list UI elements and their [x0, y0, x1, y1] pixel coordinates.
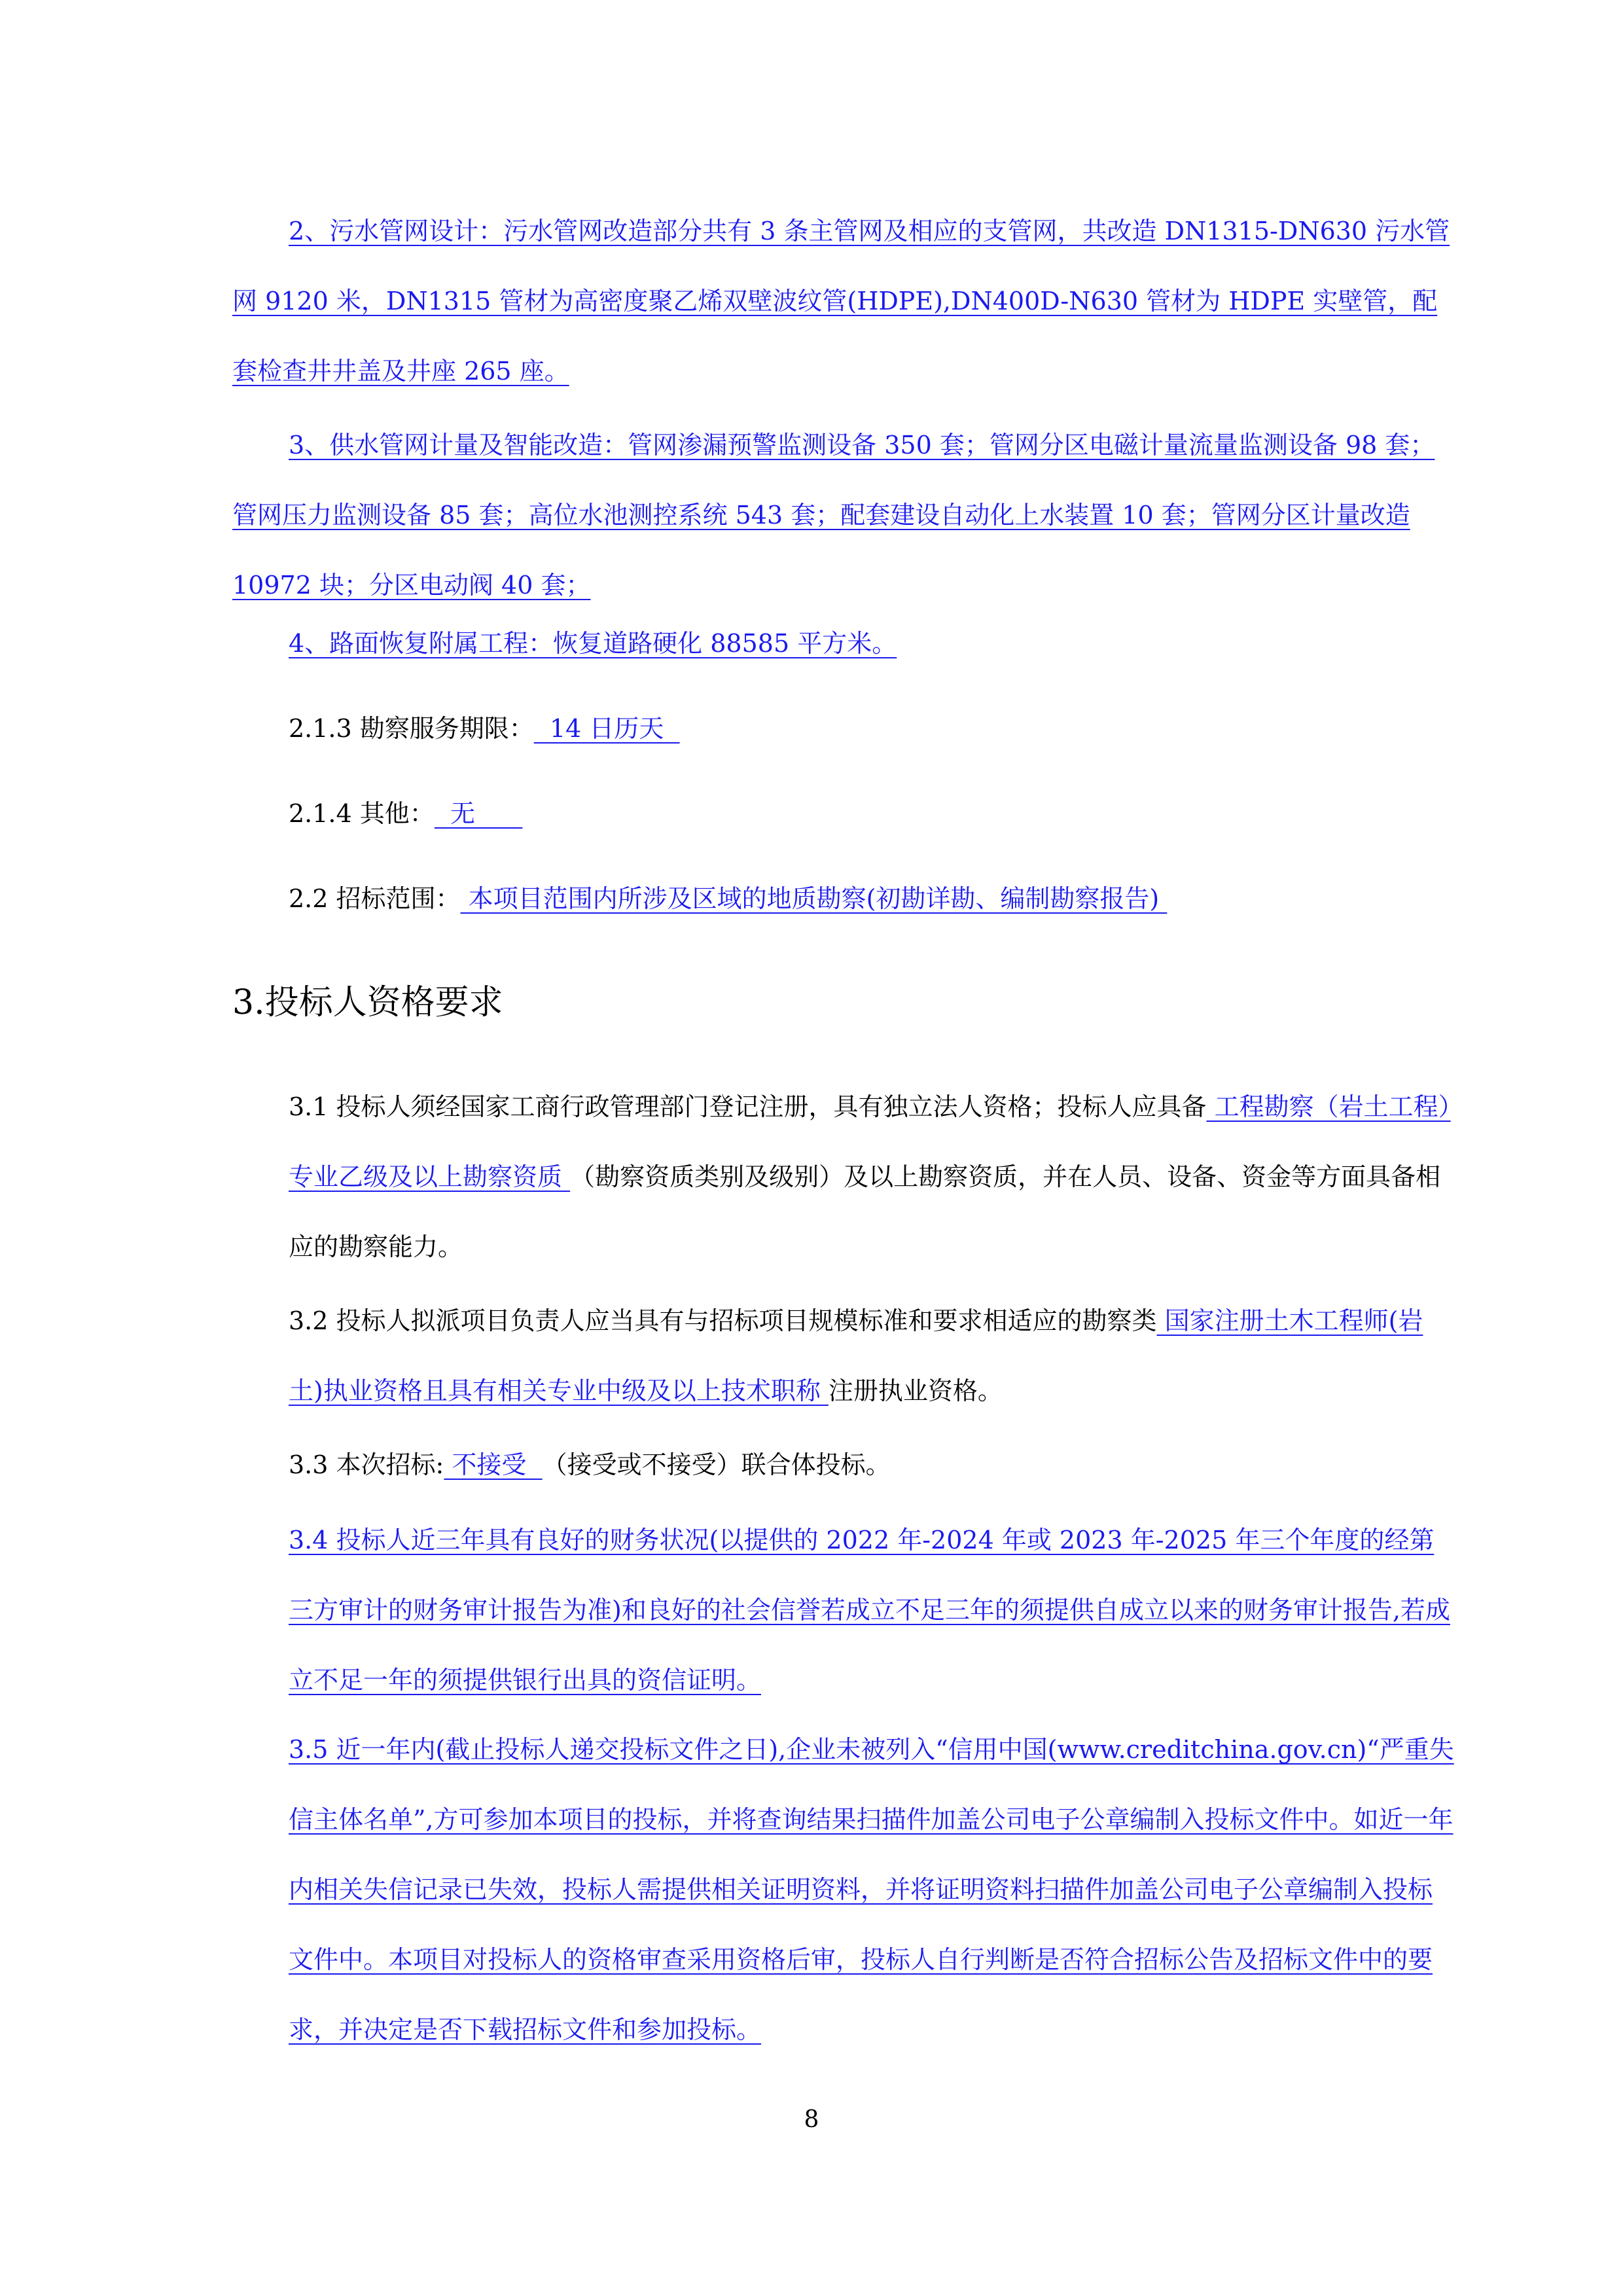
item-water-metering-text[interactable]: 3、供水管网计量及智能改造：管网渗漏预警监测设备 350 套；管网分区电磁计量流量监测设备 98 套；管网压力监测设备 85 套；高位水池测控系统 543 套；配套建设自动化上水装置 10 套；管网分区计量改造 10972 块；分区电动阀 40 套； [232, 431, 1435, 600]
qualification-3-4-text[interactable]: 3.4 投标人近三年具有良好的财务状况(以提供的 2022 年-2024 年或 2023 年-2025 年三个年度的经第三方审计的财务审计报告为准)和良好的社会信誉若成立不足三年的须提供自成立以来的财务审计报告,若成立不足一年的须提供银行出具的资信证明。 [289, 1526, 1450, 1695]
service-period-value[interactable]: 14 日历天 [533, 714, 680, 743]
bid-scope-value[interactable]: 本项目范围内所涉及区域的地质勘察(初勘详勘、编制勘察报告) [460, 884, 1168, 913]
qualification-3-1-intro: 3.1 投标人须经国家工商行政管理部门登记注册，具有独立法人资格；投标人应具备 [289, 1092, 1207, 1121]
qualification-3-2-requirement[interactable]: 国家注册土木工程师(岩土)执业资格且具有相关专业中级及以上技术职称 [289, 1306, 1423, 1405]
qualification-3-3 [289, 1430, 1456, 1500]
qualification-3-2-intro: 3.2 投标人拟派项目负责人应当具有与招标项目规模标准和要求相适应的勘察类 [289, 1306, 1157, 1335]
qualification-3-5-text[interactable]: 3.5 近一年内(截止投标人递交投标文件之日),企业未被列入“信用中国(www.creditchina.gov.cn)“严重失信主体名单”,方可参加本项目的投标，并将查询结果扫描件加盖公司电子公章编制入投标文件中。如近一年内相关失信记录已失效，投标人需提供相关证明资料，并将证明资料扫描件加盖公司电子公章编制入投标文件中。本项目对投标人的资格审查采用资格后审，投标人自行判断是否符合招标公告及招标文件中的要求，并决定是否下载招标文件和参加投标。 [289, 1735, 1454, 2044]
item-sewer-design [232, 196, 1456, 406]
service-period-line [232, 694, 1456, 764]
other-label: 2.1.4 其他： [289, 799, 435, 828]
qualification-3-3-rest: （接受或不接受）联合体投标。 [542, 1450, 891, 1479]
qualification-3-3-intro: 3.3 本次招标: [289, 1450, 444, 1479]
other-line [232, 779, 1456, 849]
item-water-metering [232, 410, 1456, 620]
page-number: 8 [804, 2106, 819, 2133]
qualification-3-1 [289, 1072, 1456, 1282]
qualification-3-5 [289, 1715, 1456, 2065]
qualification-3-1-rest: （勘察资质类别及级别）及以上勘察资质，并在人员、设备、资金等方面具备相应的勘察能力。 [289, 1162, 1441, 1261]
service-period-label: 2.1.3 勘察服务期限： [289, 714, 534, 743]
item-sewer-design-text[interactable]: 2、污水管网设计：污水管网改造部分共有 3 条主管网及相应的支管网，共改造 DN1315-DN630 污水管网 9120 米，DN1315 管材为高密度聚乙烯双壁波纹管(HDPE),DN400D-N630 管材为 HDPE 实壁管，配套检查井井盖及井座 265 座。 [232, 217, 1450, 386]
item-road-restoration-text[interactable]: 4、路面恢复附属工程：恢复道路硬化 88585 平方米。 [289, 629, 897, 658]
section-heading-bidder-qualifications: 3.投标人资格要求 [232, 983, 503, 1022]
qualification-3-4 [289, 1505, 1456, 1715]
qualification-3-2-rest: 注册执业资格。 [828, 1376, 1003, 1405]
qualification-3-2 [289, 1286, 1456, 1426]
qualification-3-1-requirement[interactable]: 工程勘察（岩土工程）专业乙级及以上勘察资质 [289, 1092, 1451, 1191]
bid-scope-line [232, 864, 1456, 934]
item-road-restoration [232, 609, 1456, 679]
bid-scope-label: 2.2 招标范围： [289, 884, 461, 913]
other-value[interactable]: 无 [434, 799, 523, 828]
qualification-3-3-requirement[interactable]: 不接受 [444, 1450, 543, 1479]
